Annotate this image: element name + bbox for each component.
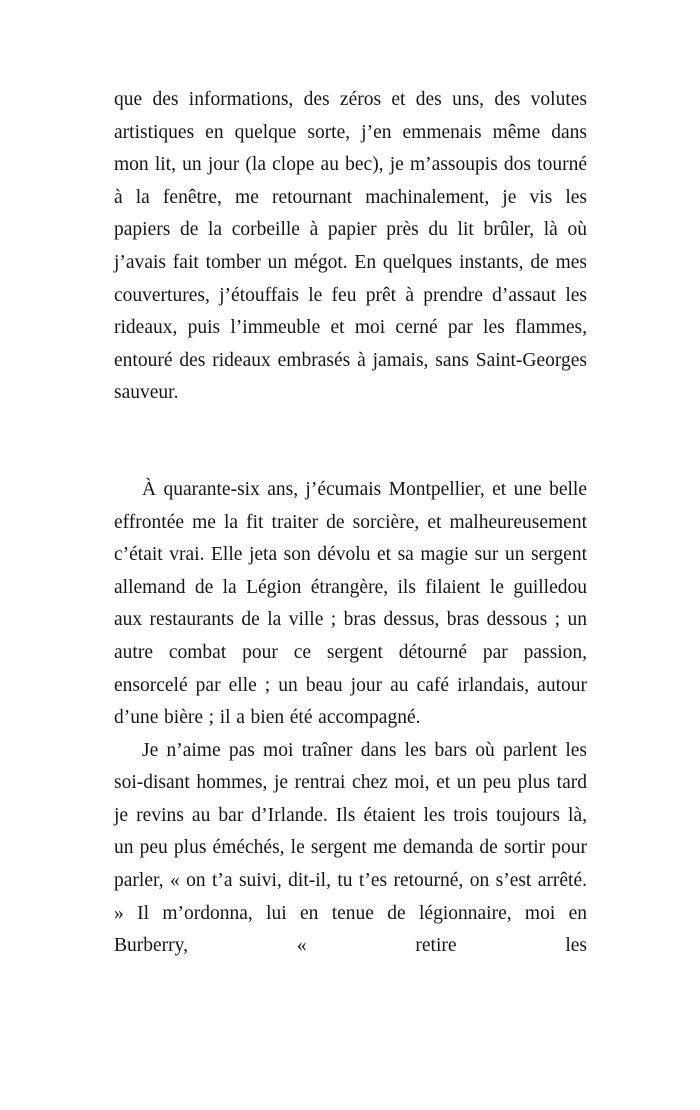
paragraph-bar-irlande: Je n’aime pas moi traîner dans les bars où parlent les soi-disant hommes, je rentrai chez moi, et un peu plus tard je revins au bar d’Irlande. Ils étaient les trois toujours là, un peu plus éméchés, le sergent me demanda de sortir pour parler, « on t’a suivi, dit-il, tu t’es retourné, on s’est arrêté. » Il m’ordonna, lui en tenue de légionnaire, moi en Burberry, « retire les xyxy=(114,739,587,957)
paragraph-fire-story: que des informations, des zéros et des uns, des volutes artistiques en quelque sorte, j’en emmenais même dans mon lit, un jour (la clope au bec), je m’assoupis dos tourné à la fenêtre, me retournant machinalement, je vis les papiers de la corbeille à papier près du lit brûler, là où j’avais fait tomber un mégot. En quelques instants, de mes couvertures, j’étouffais le feu prêt à prendre d’assaut les rideaux, puis l’immeuble et moi cerné par les flammes, entouré des rideaux embrasés à jamais, sans Saint-Georges sauveur. xyxy=(114,89,587,404)
section-break xyxy=(114,410,587,474)
paragraph-montpellier: À quarante-six ans, j’écumais Montpellier, et une belle effrontée me la fit traiter de sorcière, et malheureusement c’était vrai. Elle jeta son dévolu et sa magie sur un sergent allemand de la Légion étrangère, ils filaient le guilledou aux restaurants de la ville ; bras dessus, bras dessous ; un autre combat pour ce sergent détourné par passion, ensorcelé par elle ; un beau jour au café irlandais, autour d’une bière ; il a bien été accompagné. xyxy=(114,478,587,729)
